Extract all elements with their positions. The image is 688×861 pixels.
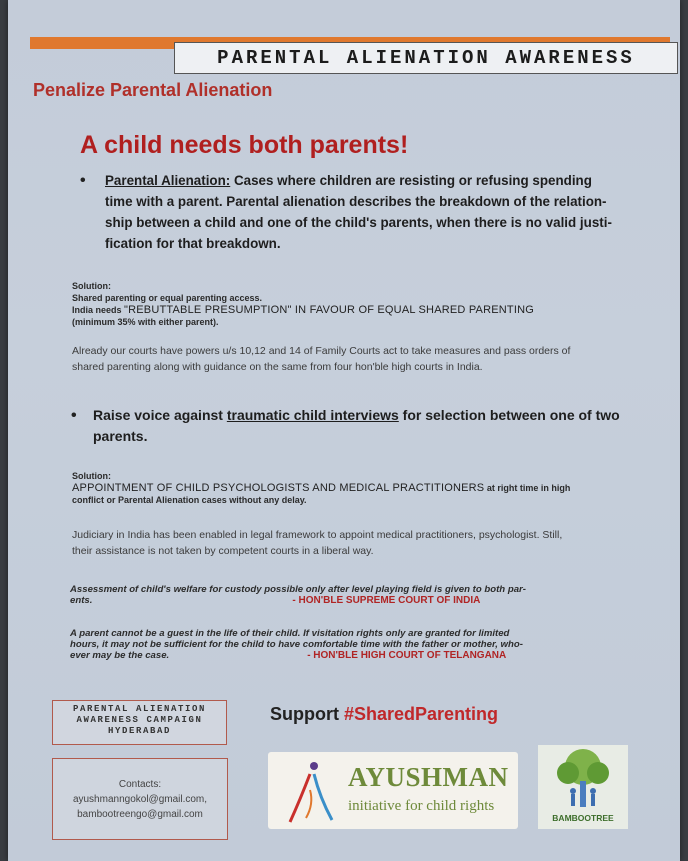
- definition-line1: Cases where children are resisting or refusing spending: [230, 173, 592, 188]
- solution-line3: (minimum 35% with either parent).: [72, 317, 219, 327]
- support-prefix: Support: [270, 704, 344, 724]
- solution-line2: conflict or Parental Alienation cases without any delay.: [72, 495, 307, 505]
- flyer-page: [8, 0, 680, 861]
- judiciary-line2: their assistance is not taken by competent courts in a liberal way.: [72, 545, 374, 557]
- campaign-box: [52, 700, 227, 745]
- definition-line2: time with a parent. Parental alienation describes the breakdown of the relation-: [105, 194, 607, 209]
- judiciary-line1: Judiciary in India has been enabled in legal framework to appoint medical practitioners, psychologist. Still,: [72, 529, 563, 541]
- bambootree-logo: [538, 745, 628, 829]
- quote-line2: ents.: [70, 595, 93, 606]
- contacts-label: Contacts:: [118, 779, 162, 790]
- solution-label: Solution:: [72, 471, 111, 481]
- bambootree-name: BAMBOOTREE: [552, 813, 614, 823]
- courts-line1: Already our courts have powers u/s 10,12 and 14 of Family Courts act to take measures and pass orders of: [72, 345, 571, 357]
- banner-box: [174, 42, 678, 74]
- term-parental-alienation: Parental Alienation:: [105, 173, 231, 188]
- quote-high-court: [70, 628, 523, 661]
- campaign-line2: AWARENESS CAMPAIGN: [76, 715, 203, 725]
- definition-line3: ship between a child and one of the child's parents, when there is no valid justi-: [105, 215, 612, 230]
- quote-supreme-court: [70, 584, 526, 606]
- section-child-interviews: [71, 405, 651, 447]
- solution-block-2: [72, 470, 570, 506]
- appointment-tail: at right time in high: [484, 483, 571, 493]
- ayushman-title: AYUSHMAN: [348, 762, 509, 792]
- campaign-line3: HYDERABAD: [107, 726, 171, 736]
- court-attribution: - HON'BLE HIGH COURT OF TELANGANA: [307, 650, 507, 661]
- quote-line2: hours, it may not be sufficient for the child to have comfortable time with the father or mother, who-: [70, 639, 523, 650]
- solution-line1: Shared parenting or equal parenting access.: [72, 293, 263, 303]
- solution-label: Solution:: [72, 281, 111, 291]
- section-parental-alienation: [80, 170, 640, 254]
- rebuttable-presumption: "REBUTTABLE PRESUMPTION" IN FAVOUR OF EQUAL SHARED PARENTING: [124, 304, 534, 316]
- ayushman-subtitle: initiative for child rights: [348, 798, 495, 814]
- raise-voice-b: for selection between one of two: [398, 407, 620, 423]
- contacts-box: [52, 758, 228, 840]
- contact-email-2: bambootreengo@gmail.com: [77, 809, 203, 820]
- solution-line2a: India needs: [72, 305, 125, 315]
- quote-line1: A parent cannot be a guest in the life of their child. If visitation rights only are granted for limited: [70, 628, 510, 639]
- term-traumatic-interviews: traumatic child interviews: [226, 407, 399, 423]
- banner-title: PARENTAL ALIENATION AWARENESS: [217, 47, 635, 69]
- contact-email-1: ayushmanngokol@gmail.com,: [72, 794, 208, 805]
- campaign-line1: PARENTAL ALIENATION: [72, 704, 207, 714]
- bullet-dot: •: [71, 407, 77, 424]
- quote-line1: Assessment of child's welfare for custody possible only after level playing field is given to both par-: [70, 584, 526, 595]
- bullet-dot: •: [80, 172, 86, 189]
- appointment-caps: APPOINTMENT OF CHILD PSYCHOLOGISTS AND MEDICAL PRACTITIONERS: [72, 482, 485, 494]
- judiciary-paragraph: [72, 527, 562, 559]
- raise-voice-a: Raise voice against: [93, 407, 227, 423]
- headline: A child needs both parents!: [80, 131, 409, 159]
- raise-voice-line2: parents.: [93, 428, 148, 444]
- subtitle: Penalize Parental Alienation: [33, 80, 273, 100]
- quote-line3: ever may be the case.: [70, 650, 170, 661]
- court-attribution: - HON'BLE SUPREME COURT OF INDIA: [292, 595, 481, 606]
- tree-icon: [538, 745, 628, 815]
- ayushman-logo: [268, 752, 518, 829]
- courts-line2: shared parenting along with guidance on the same from four hon'ble high courts in India.: [72, 361, 483, 373]
- definition-line4: fication for that breakdown.: [105, 236, 281, 251]
- hashtag: #SharedParenting: [344, 704, 499, 724]
- support-slogan: [270, 704, 498, 725]
- ayushman-figure-icon: [276, 752, 346, 829]
- courts-paragraph: [72, 343, 570, 375]
- solution-block-1: [72, 280, 534, 328]
